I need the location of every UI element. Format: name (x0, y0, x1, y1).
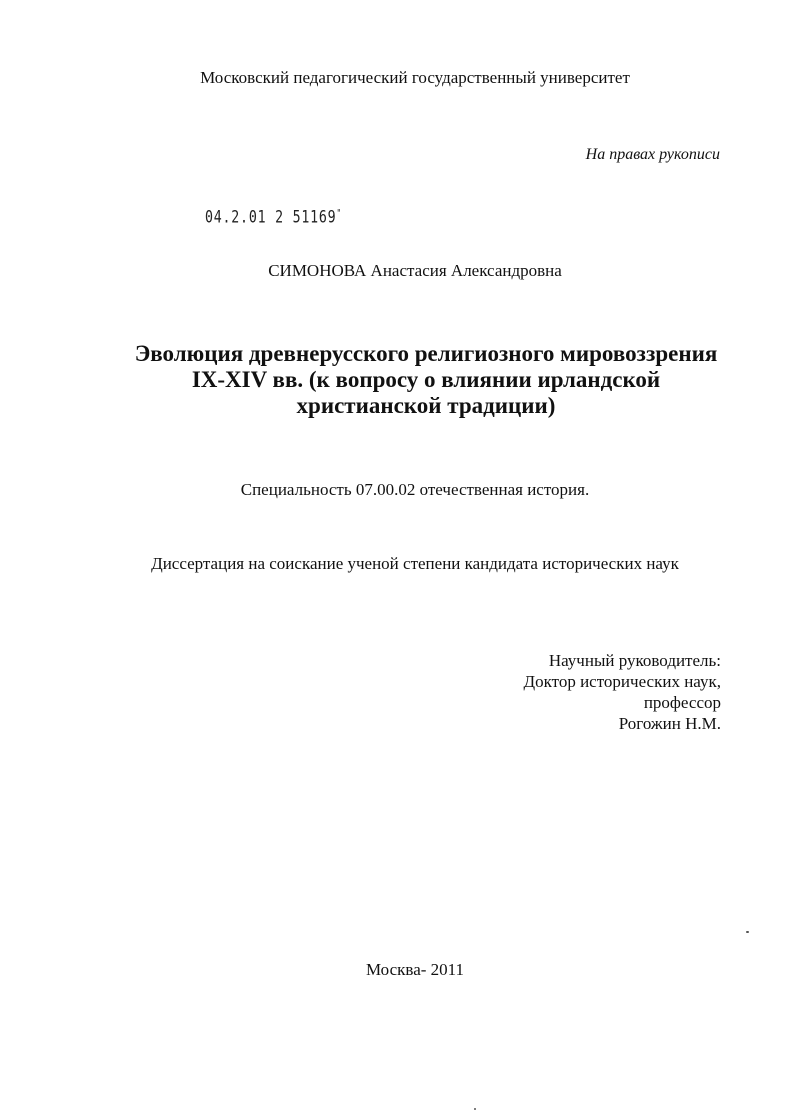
supervisor-block (524, 650, 722, 734)
title-line: IX-XIV вв. (к вопросу о влиянии ирландской (191, 367, 661, 392)
rights-note: На правах рукописи (585, 146, 720, 163)
degree-line: Диссертация на соискание ученой степени кандидата исторических наук (151, 554, 679, 573)
registration-stamp (205, 204, 342, 228)
university-name: Московский педагогический государственный университет (200, 68, 630, 87)
stamp-mark: " (336, 208, 342, 219)
supervisor-line: Доктор исторических наук, (523, 672, 721, 691)
author-name: СИМОНОВА Анастасия Александровна (268, 261, 562, 280)
supervisor-line: Рогожин Н.М. (618, 714, 721, 733)
stamp-number: 04.2.01 2 51169 (205, 207, 337, 228)
title-line: Эволюция древнерусского религиозного мировоззрения (134, 341, 718, 366)
supervisor-line: Научный руководитель: (548, 651, 721, 670)
title-line: христианской традиции) (296, 393, 556, 418)
scan-speck (474, 1108, 476, 1110)
specialty-line: Специальность 07.00.02 отечественная история. (240, 480, 590, 499)
city-year: Москва- 2011 (365, 960, 465, 979)
supervisor-line: профессор (643, 693, 721, 712)
dissertation-title (0, 341, 793, 419)
scan-speck (746, 931, 749, 933)
